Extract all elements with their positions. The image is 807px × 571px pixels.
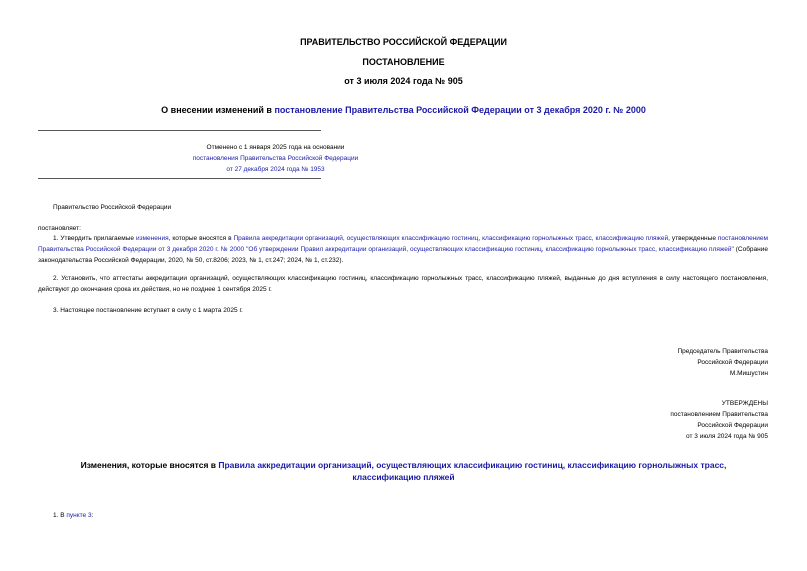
signature-name: М.Мишустин [729, 370, 768, 377]
p1-text-d: (Собрание законодательства Российской Федерации, 2020, № 50, ст.8206; 2023, № 1, ст.247; 2024, № 1, ст.232). [38, 246, 768, 264]
approved-block [670, 398, 768, 442]
approved-title: УТВЕРЖДЕНЫ [721, 400, 768, 407]
paragraph-3: 3. Настоящее постановление вступает в силу с 1 марта 2025 г. [53, 307, 243, 314]
paragraph-1 [38, 233, 768, 266]
government-line: Правительство Российской Федерации [53, 204, 172, 211]
cancellation-note [38, 142, 513, 175]
cancellation-decree-link[interactable]: постановления Правительства Российской Федерации [192, 155, 359, 162]
signature-title: Председатель Правительства [677, 348, 768, 355]
document-type: ПОСТАНОВЛЕНИЕ [362, 57, 445, 67]
p1-text-a: 1. Утвердить прилагаемые [53, 235, 136, 242]
decree-2000-link[interactable]: постановление Правительства Российской Федерации от 3 декабря 2020 г. № 2000 [274, 105, 646, 115]
approved-country: Российской Федерации [697, 422, 768, 429]
item-1 [53, 510, 93, 521]
changes-link[interactable]: изменения [135, 235, 169, 242]
changes-title [60, 459, 747, 483]
p1-text-b: , которые вносятся в [168, 235, 234, 242]
document-title-prefix: О внесении изменений в [161, 105, 275, 115]
cancellation-decree-date-link[interactable]: от 27 декабря 2024 года № 1953 [226, 166, 325, 173]
accreditation-rules-link[interactable]: Правила аккредитации организаций, осуществляющих классификацию гостиниц, классификацию горнолыжных трасс, классификацию пляжей [233, 235, 669, 242]
decree-2000-full-link[interactable]: постановлением Правительства Российской Федерации от 3 декабря 2020 г. № 2000 "Об утверждении Правил аккредитации организаций, осуществляющих классификацию гостиниц, классификацию горнолыжных трасс, классификацию пляжей" [38, 235, 768, 253]
resolves-line: постановляет: [38, 225, 81, 232]
changes-title-prefix: Изменения, которые вносятся в [80, 460, 219, 470]
document-title [0, 105, 807, 115]
p1-text-c: , утвержденные [668, 235, 718, 242]
approved-by: постановлением Правительства [670, 411, 768, 418]
government-heading: ПРАВИТЕЛЬСТВО РОССИЙСКОЙ ФЕДЕРАЦИИ [300, 37, 507, 47]
signature-block [677, 346, 768, 379]
document-date-number: от 3 июля 2024 года № 905 [344, 76, 463, 86]
divider-bottom [38, 178, 321, 179]
signature-country: Российской Федерации [697, 359, 768, 366]
clause-3-link[interactable]: пункте 3 [66, 512, 92, 519]
item-1-suffix: : [91, 512, 94, 519]
approved-date: от 3 июля 2024 года № 905 [686, 433, 768, 440]
cancellation-text: Отменено с 1 января 2025 года на основании [206, 144, 345, 151]
item-1-prefix: 1. В [53, 512, 67, 519]
changes-rules-link[interactable]: Правила аккредитации организаций, осуществляющих классификацию гостиниц, классификацию горнолыжных трасс, классификацию пляжей [218, 460, 727, 482]
paragraph-2: 2. Установить, что аттестаты аккредитации организаций, осуществляющих классификацию гостиниц, классификацию горнолыжных трасс, классификацию пляжей, выданные до дня вступления в силу настоящего постановления, действуют до окончания срока их действия, но не позднее 1 сентября 2025 г. [38, 275, 768, 293]
divider-top [38, 130, 321, 131]
